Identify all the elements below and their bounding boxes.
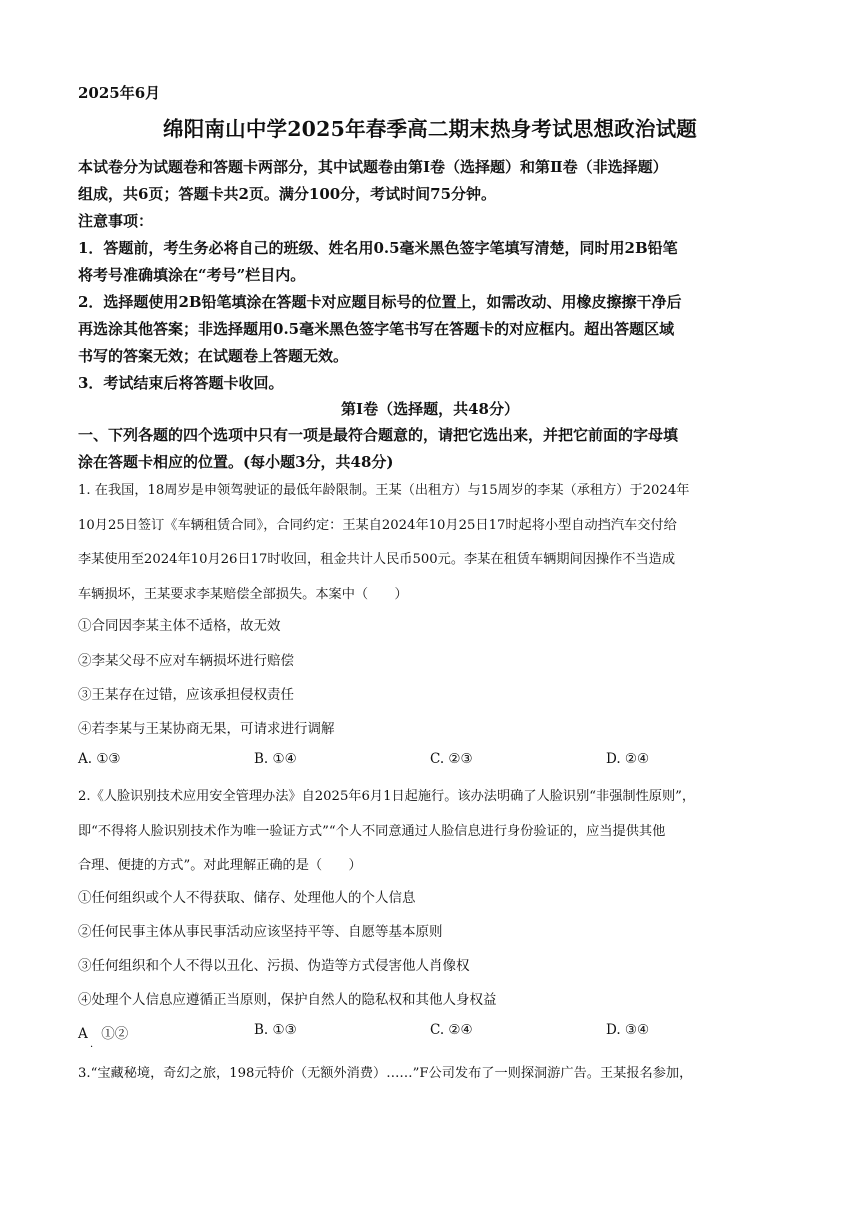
q1-option-1: ①合同因李某主体不适格，故无效 [78,618,281,634]
q2-choice-d: D. ③④ [606,1022,650,1038]
question-3-stem [78,1057,786,1092]
q2-option-4: ④处理个人信息应遵循正当原则，保护自然人的隐私权和其他人身权益 [78,992,497,1008]
q2-choice-c: C. ②④ [430,1022,473,1038]
q1-line-4: 车辆损坏，王某要求李某赔偿全部损失。本案中（ ） [78,586,408,602]
part1-instructions [78,422,784,476]
q1-choices [78,751,778,771]
instructions-block [78,154,784,397]
q1-line-2: 10月25日签订《车辆租赁合同》，合同约定：王某自2024年10月25日17时起将小型自动挡汽车交付给 [78,517,677,533]
part1-title: 第Ⅰ卷（选择题，共48分） [341,400,519,418]
q2-line-3: 合理、便捷的方式”。对此理解正确的是（ ） [78,858,362,873]
exam-date: 2025年6月 [78,84,161,102]
q1-line-1: 1. 在我国，18周岁是申领驾驶证的最低年龄限制。王某（出租方）与15周岁的李某（承租方）于2024年 [78,483,690,498]
question-1-stem [78,474,786,612]
q2-option-2: ②任何民事主体从事民事活动应该坚持平等、自愿等基本原则 [78,924,443,940]
q1-option-2: ②李某父母不应对车辆损坏进行赔偿 [78,653,294,669]
q2-choice-a: A ①② [78,1026,129,1042]
q2-choice-b: B. ①③ [254,1022,297,1038]
q1-choice-c: C. ②③ [430,751,473,767]
q2-option-1: ①任何组织或个人不得获取、储存、处理他人的个人信息 [78,890,416,906]
question-2-stem [78,780,786,884]
part1-instr-line-1: 一、下列各题的四个选项中只有一项是最符合题意的，请把它选出来，并把它前面的字母填 [78,426,679,444]
q2-line-1: 2.《人脸识别技术应用安全管理办法》自2025年6月1日起施行。该办法明确了人脸识别“非强制性原则”， [78,789,696,804]
notice-2a: 2．选择题使用2B铅笔填涂在答题卡对应题目标号的位置上，如需改动、用橡皮擦擦干净后 [78,293,682,311]
intro-line-2: 组成，共6页；答题卡共2页。满分100分，考试时间75分钟。 [78,185,497,203]
notice-3: 3．考试结束后将答题卡收回。 [78,374,284,392]
notice-label: 注意事项： [78,212,154,230]
intro-line-1: 本试卷分为试题卷和答题卡两部分，其中试题卷由第Ⅰ卷（选择题）和第Ⅱ卷（非选择题） [78,158,668,176]
q3-line-1: 3.“宝藏秘境，奇幻之旅，198元特价（无额外消费）……”F公司发布了一则探洞游广告。王某报名参加， [78,1066,693,1081]
q1-choice-d: D. ②④ [606,751,650,767]
q1-choice-a: A. ①③ [78,751,121,767]
q2-line-2: 即“不得将人脸识别技术作为唯一验证方式”“个人不同意通过人脸信息进行身份验证的，应当提供其他 [78,823,666,839]
q1-option-3: ③王某存在过错，应该承担侵权责任 [78,687,294,703]
q2-option-3: ③任何组织和个人不得以丑化、污损、伪造等方式侵害他人肖像权 [78,958,470,974]
notice-1a: 1．答题前，考生务必将自己的班级、姓名用0.5毫米黑色签字笔填写清楚，同时用2B铅笔 [78,239,678,257]
q2-choices [78,1022,778,1042]
q1-line-3: 李某使用至2024年10月26日17时收回，租金共计人民币500元。李某在租赁车辆期间因操作不当造成 [78,552,676,567]
notice-2c: 书写的答案无效；在试题卷上答题无效。 [78,347,349,365]
q1-choice-b: B. ①④ [254,751,297,767]
notice-2b: 再选涂其他答案；非选择题用0.5毫米黑色签字笔书写在答题卡的对应框内。超出答题区域 [78,320,675,338]
exam-title: 绵阳南山中学2025年春季高二期末热身考试思想政治试题 [163,117,697,141]
part1-instr-line-2: 涂在答题卡相应的位置。(每小题3分，共48分) [78,453,394,471]
notice-1b: 将考号准确填涂在“考号”栏目内。 [78,266,306,284]
stray-dot-mark: · [90,1042,94,1053]
q1-option-4: ④若李某与王某协商无果，可请求进行调解 [78,721,335,737]
